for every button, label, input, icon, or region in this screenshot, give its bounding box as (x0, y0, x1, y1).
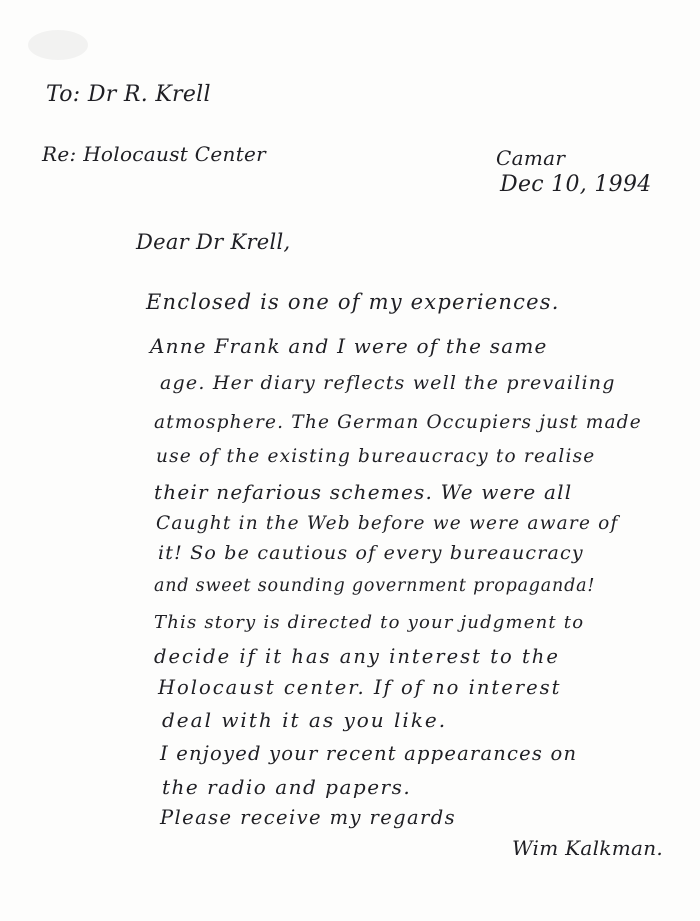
body-line: use of the existing bureaucracy to realise (156, 446, 596, 467)
body-line: Please receive my regards (160, 806, 457, 829)
body-line: the radio and papers. (162, 775, 412, 799)
body-line: I enjoyed your recent appearances on (160, 742, 578, 765)
body-line: their nefarious schemes. We were all (154, 480, 573, 504)
body-line: deal with it as you like. (162, 708, 448, 732)
salutation: Dear Dr Krell, (136, 230, 291, 254)
body-line: Enclosed is one of my experiences. (146, 290, 560, 314)
body-line: decide if it has any interest to the (154, 645, 560, 668)
body-line: it! So be cautious of every bureaucracy (158, 542, 584, 564)
body-line: Anne Frank and I were of the same (150, 334, 548, 358)
body-line: Holocaust center. If of no interest (158, 676, 562, 699)
paper-smudge (28, 30, 88, 60)
letter-place: Camar (496, 146, 566, 170)
to-line: To: Dr R. Krell (46, 82, 211, 107)
body-line: atmosphere. The German Occupiers just made (154, 412, 642, 433)
body-line: and sweet sounding government propaganda! (154, 576, 596, 596)
body-line: Caught in the Web before we were aware of (156, 513, 619, 534)
body-line: age. Her diary reflects well the prevailing (160, 372, 616, 394)
signature: Wim Kalkman. (512, 836, 664, 860)
letter-date: Dec 10, 1994 (500, 172, 652, 197)
re-line: Re: Holocaust Center (42, 142, 267, 166)
body-line: This story is directed to your judgment to (154, 612, 585, 633)
